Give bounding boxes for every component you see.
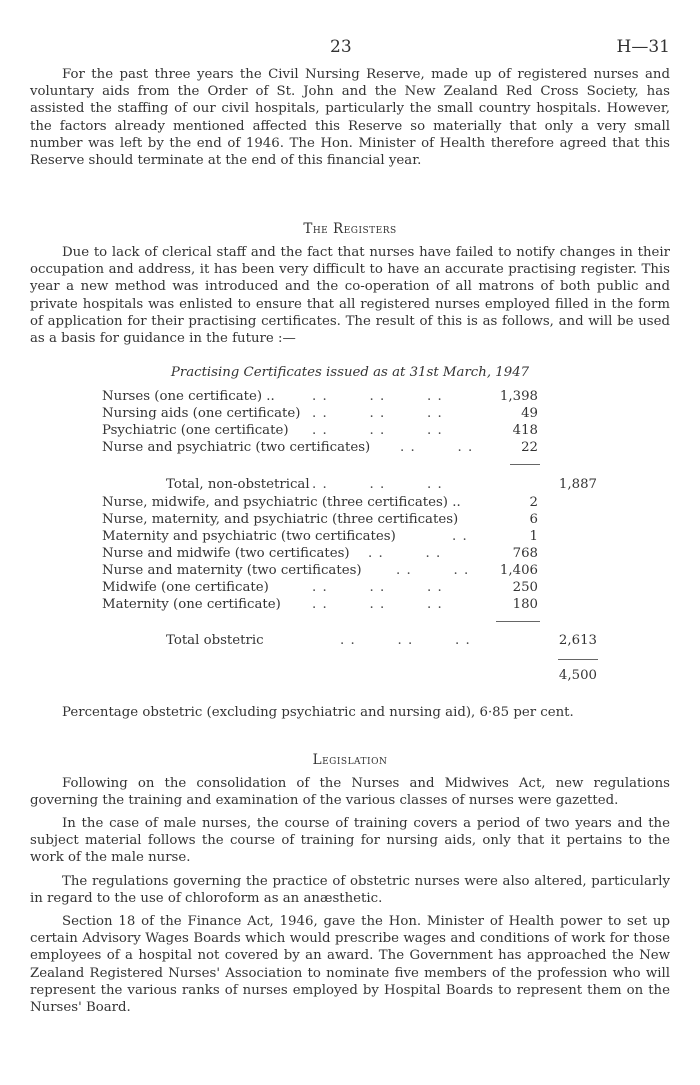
table-row	[30, 422, 670, 439]
leader-dots: . . . . . .	[312, 389, 443, 404]
table-caption: Practising Certificates issued as at 31st March, 1947	[170, 365, 530, 380]
row-label: Nursing aids (one certificate)	[102, 406, 301, 421]
table-row	[30, 545, 670, 562]
leader-dots: . . . . . .	[312, 477, 443, 492]
legislation-paragraph: Section 18 of the Finance Act, 1946, gave the Hon. Minister of Health power to set up certain Advisory Wages Boards which would prescribe wages and conditions of work for those employees of a hospital not covered by an award. The Government has approached the New Zealand Registered Nurses' Association to nominate five members of the profession who will represent the various ranks of nurses employed by Hospital Boards to represent them on the Nurses' Board.	[30, 914, 670, 1016]
table-row	[30, 439, 670, 456]
row-label: Nurse and maternity (two certificates)	[102, 563, 362, 578]
row-value: 250	[512, 580, 538, 595]
document-page	[30, 0, 670, 1085]
page-header	[30, 39, 670, 61]
row-value: 768	[512, 546, 538, 561]
row-value: 418	[512, 423, 538, 438]
row-label: Nurse, midwife, and psychiatric (three certificates) ..	[102, 495, 461, 510]
row-label: Nurse and psychiatric (two certificates)	[102, 440, 371, 455]
table-total-row	[30, 476, 670, 493]
table-row	[30, 405, 670, 422]
table-row	[30, 511, 670, 528]
row-label: Nurse, maternity, and psychiatric (three certificates)	[102, 512, 459, 527]
total-label: Total, non-obstetrical	[166, 477, 310, 492]
total-label: Total obstetric	[166, 633, 264, 648]
total-rule	[558, 659, 598, 660]
table-row	[30, 528, 670, 545]
subtotal-rule	[496, 621, 540, 622]
total-value: 1,887	[558, 477, 597, 492]
table-row	[30, 562, 670, 579]
table-total-row	[30, 632, 670, 649]
row-label: Nurse and midwife (two certificates)	[102, 546, 350, 561]
row-label: Nurses (one certificate) ..	[102, 389, 275, 404]
grand-total-row	[30, 667, 670, 684]
row-label: Maternity and psychiatric (two certificates)	[102, 529, 396, 544]
leader-dots: . . . . . .	[312, 580, 443, 595]
leader-dots: . . . . . .	[312, 406, 443, 421]
row-label: Maternity (one certificate)	[102, 597, 281, 612]
table-row	[30, 494, 670, 511]
leader-dots: . . . . . .	[312, 423, 443, 438]
row-label: Psychiatric (one certificate)	[102, 423, 289, 438]
row-value: 1,398	[499, 389, 538, 404]
leader-dots: . .	[452, 529, 468, 544]
legislation-heading: Legislation	[312, 752, 388, 768]
total-value: 2,613	[558, 633, 597, 648]
row-value: 6	[529, 512, 538, 527]
row-label: Midwife (one certificate)	[102, 580, 269, 595]
subtotal-rule	[510, 464, 540, 465]
table-row	[30, 579, 670, 596]
legislation-paragraph: The regulations governing the practice of obstetric nurses were also altered, particularly in regard to the use of chloroform as an anæsthetic.	[30, 874, 670, 907]
leader-dots: . . . .	[396, 563, 470, 578]
row-value: 2	[529, 495, 538, 510]
leader-dots: . . . . . .	[340, 633, 471, 648]
leader-dots: . . . .	[368, 546, 442, 561]
row-value: 1	[529, 529, 538, 544]
leader-dots: . . . .	[400, 440, 474, 455]
row-value: 22	[521, 440, 538, 455]
row-value: 180	[512, 597, 538, 612]
grand-total-value: 4,500	[558, 668, 597, 683]
leader-dots: . . . . . .	[312, 597, 443, 612]
document-reference: H—31	[616, 37, 670, 57]
legislation-paragraph: Following on the consolidation of the Nurses and Midwives Act, new regulations governing the training and examination of the various classes of nurses were gazetted.	[30, 776, 670, 809]
table-row	[30, 388, 670, 405]
table-row	[30, 596, 670, 613]
percentage-line: Percentage obstetric (excluding psychiatric and nursing aid), 6·85 per cent.	[62, 705, 574, 720]
row-value: 49	[521, 406, 538, 421]
registers-heading: The Registers	[303, 221, 397, 237]
page-number: 23	[330, 37, 352, 57]
row-value: 1,406	[499, 563, 538, 578]
registers-paragraph: Due to lack of clerical staff and the fact that nurses have failed to notify changes in their occupation and address, it has been very difficult to have an accurate practising register. This year a new method was introduced and the co-operation of all matrons of both public and private hospitals was enlisted to ensure that all registered nurses employed filled in the form of application for their practising certificates. The result of this is as follows, and will be used as a basis for guidance in the future :—	[30, 245, 670, 347]
legislation-paragraph: In the case of male nurses, the course of training covers a period of two years and the subject material follows the course of training for nursing aids, only that it pertains to the work of the male nurse.	[30, 816, 670, 866]
intro-paragraph: For the past three years the Civil Nursing Reserve, made up of registered nurses and voluntary aids from the Order of St. John and the New Zealand Red Cross Society, has assisted the staffing of our civil hospitals, particularly the small country hospitals. However, the factors already mentioned affected this Reserve so materially that only a very small number was left by the end of 1946. The Hon. Minister of Health therefore agreed that this Reserve should terminate at the end of this financial year.	[30, 67, 670, 169]
